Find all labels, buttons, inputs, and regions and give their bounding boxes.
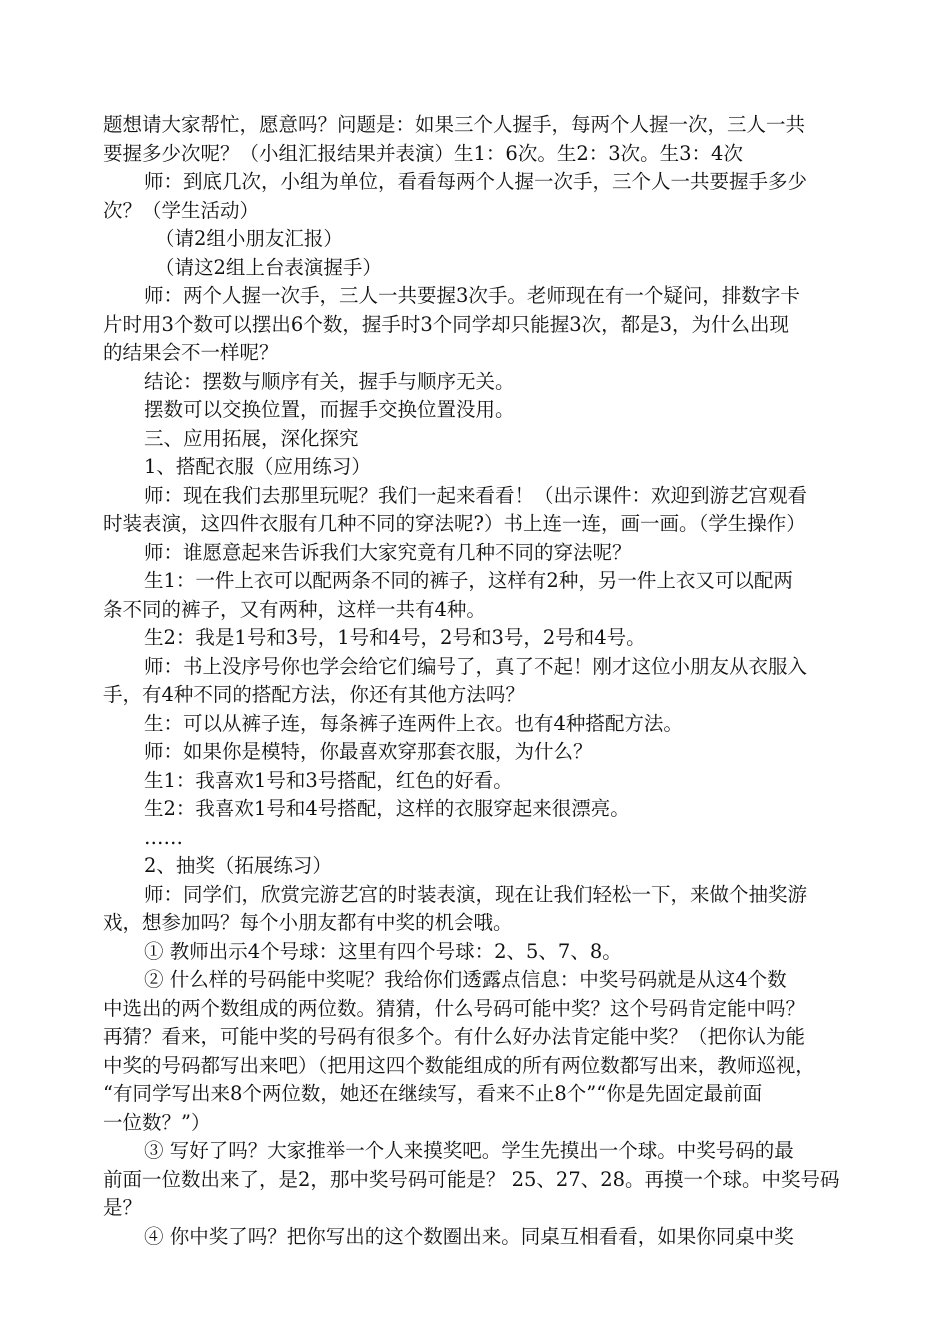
text-line: 一位数？”） [103,1110,211,1134]
text-line: 次？（学生活动） [103,198,260,222]
text-line: ③ 写好了吗？大家推举一个人来摸奖吧。学生先摸出一个球。中奖号码的最 [144,1139,794,1162]
text-line: 2、抽奖（拓展练习） [144,854,332,877]
document-body [103,111,873,1251]
text-line: 结论：摆数与顺序有关，握手与顺序无关。 [144,369,515,393]
text-line: 中选出的两个数组成的两位数。猜猜，什么号码可能中奖？这个号码肯定能中吗？ [103,996,806,1020]
text-line: 师：现在我们去那里玩呢？我们一起来看看！（出示课件：欢迎到游艺宫观看 [144,483,808,507]
text-line: 戏，想参加吗？每个小朋友都有中奖的机会哦。 [103,911,513,934]
text-line: 生2：我是1号和3号，1号和4号，2号和3号，2号和4号。 [144,626,646,649]
text-line: 要握多少次呢？（小组汇报结果并表演）生1：6次。生2：3次。生3：4次 [103,141,743,165]
text-line: 师：如果你是模特，你最喜欢穿那套衣服，为什么？ [144,740,593,763]
text-line: 生1：我喜欢1号和3号搭配，红色的好看。 [144,768,513,792]
text-line: 条不同的裤子，又有两种，这样一共有4种。 [103,597,486,621]
text-line: 题想请大家帮忙，愿意吗？问题是：如果三个人握手，每两个人握一次，三人一共 [103,113,806,136]
text-line: 1、搭配衣服（应用练习） [144,455,371,478]
text-line: “有同学写出来8个两位数，她还在继续写，看来不止8个”“你是先固定最前面 [103,1082,763,1105]
text-line: 的结果会不一样呢？ [103,341,279,364]
text-line: 三、应用拓展，深化探究 [144,426,359,450]
text-line: 再猜？看来，可能中奖的号码有很多个。有什么好办法肯定能中奖？（把你认为能 [103,1025,806,1048]
text-line: 摆数可以交换位置，而握手交换位置没用。 [144,398,515,421]
text-line: 片时用3个数可以摆出6个数，握手时3个同学却只能握3次，都是3，为什么出现 [103,312,790,336]
text-line: ① 教师出示4个号球：这里有四个号球：2、5、7、8。 [144,939,622,963]
text-line: 生2：我喜欢1号和4号搭配，这样的衣服穿起来很漂亮。 [144,797,630,820]
text-line: （请这2组上台表演握手） [155,255,382,279]
text-line: 师：书上没序号你也学会给它们编号了，真了不起！刚才这位小朋友从衣服入 [144,654,808,678]
text-line: 时装表演，这四件衣服有几种不同的穿法呢?）书上连一连，画一画。（学生操作） [103,512,806,535]
text-line: （请2组小朋友汇报） [155,227,343,250]
text-line: …… [144,825,183,849]
text-line: 生1：一件上衣可以配两条不同的裤子，这样有2种，另一件上衣又可以配两 [144,569,793,592]
text-line: 生：可以从裤子连，每条裤子连两件上衣。也有4种搭配方法。 [144,711,683,735]
text-line: 手，有4种不同的搭配方法，你还有其他方法吗？ [103,683,525,706]
text-line: 是？ [103,1196,143,1219]
text-line: 前面一位数出来了，是2，那中奖号码可能是？ 25、27、28。再摸一个球。中奖号码 [103,1167,840,1191]
text-line: 师：谁愿意起来告诉我们大家究竟有几种不同的穿法呢？ [144,540,632,564]
text-line: 师：同学们，欣赏完游艺宫的时装表演，现在让我们轻松一下，来做个抽奖游 [144,882,808,906]
text-line: ② 什么样的号码能中奖呢？我给你们透露点信息：中奖号码就是从这4个数 [144,968,787,991]
text-line: 中奖的号码都写出来吧）（把用这四个数能组成的所有两位数都写出来，教师巡视， [103,1053,815,1077]
text-line: 师：到底几次，小组为单位，看看每两个人握一次手，三个人一共要握手多少 [144,170,808,193]
text-line: ④ 你中奖了吗？把你写出的这个数圈出来。同桌互相看看，如果你同桌中奖 [144,1224,794,1248]
text-line: 师：两个人握一次手，三人一共要握3次手。老师现在有一个疑问，排数字卡 [144,284,800,307]
